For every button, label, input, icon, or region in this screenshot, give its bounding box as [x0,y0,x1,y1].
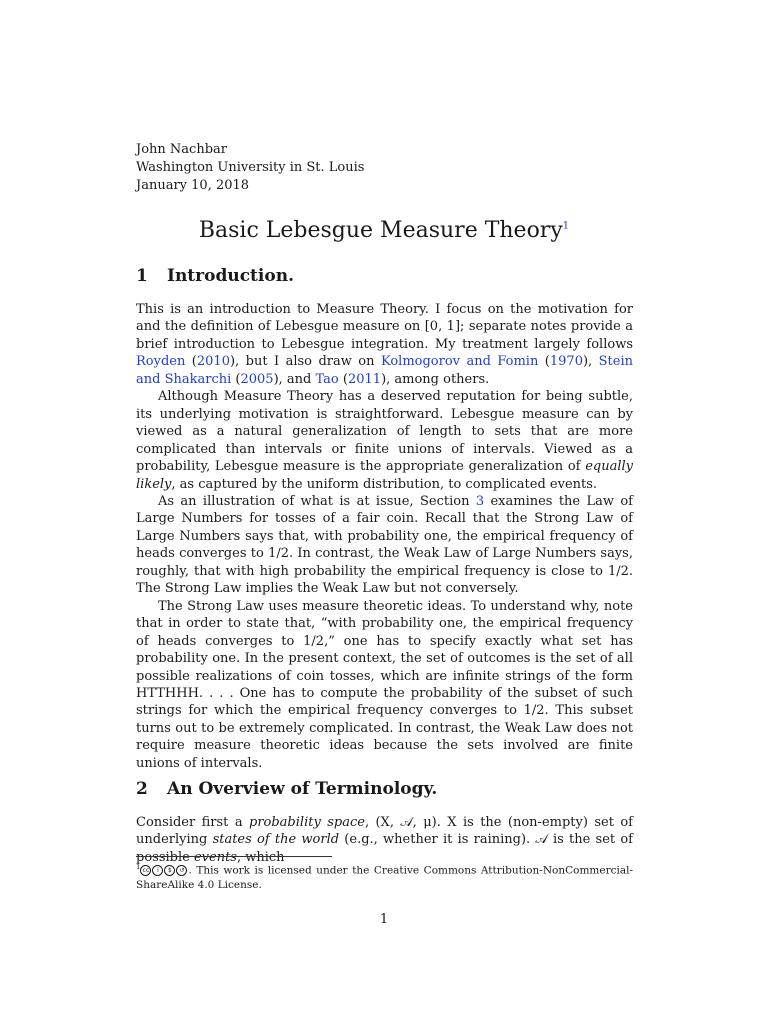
cc-nc-icon: $ [164,865,175,876]
text-run: Consider first a [136,815,249,830]
text-run: This is an introduction to Measure Theory. I focus on the motivation for and the definition of Lebesgue measure on [0, 1]; separate notes provide a brief introduction to Lebesgue integration. My treatment largely follows [136,302,633,352]
cc-sa-icon: ↺ [176,865,187,876]
author-name: John Nachbar [136,142,227,157]
section-number: 2 [136,779,148,799]
text-run: , as captured by the uniform distribution, to complicated events. [171,476,598,492]
intro-body [136,301,633,772]
section-title: An Overview of Terminology. [167,779,438,799]
author-date: January 10, 2018 [136,178,250,193]
text-run: examines the Law of Large Numbers for tosses of a fair coin. Recall that the Strong Law of Large Numbers says that, with probability one, the empirical frequency of heads converges to 1/2. In contrast, the Weak Law of Large Numbers says, roughly, that with high probability the empirical frequency is close to 1/2. The Strong Law implies the Weak Law but not conversely. [136,493,633,597]
section-1-heading [136,264,294,288]
section-2-heading [136,777,437,801]
text-run: As an illustration of what is at issue, Section [158,493,476,509]
text-run: ), among others. [381,371,490,387]
citation-kolmogorov[interactable]: Kolmogorov and Fomin [380,354,539,370]
citation-tao-year[interactable]: 2011 [347,371,382,387]
paper-title [0,216,768,246]
intro-paragraph-3 [136,493,633,598]
footnote-rule [136,856,332,857]
footnote-mark: 1 [136,863,141,871]
citation-kolmogorov-year[interactable]: 1970 [549,354,583,370]
page-number: 1 [379,912,389,927]
emphasis: equally likely [136,459,633,492]
text-run: , which [236,849,285,865]
text-run: ), but I also draw on [229,354,381,370]
footnote-text: . This work is licensed under the Creative Commons Attribution-NonCommercial-ShareAlike 4.0 License. [136,864,633,891]
author-affiliation: Washington University in St. Louis [136,160,365,175]
emphasis: states of the world [212,832,340,848]
terminology-paragraph-1 [136,814,633,866]
cc-icon: cc [140,865,151,876]
section-number: 1 [136,266,148,286]
citation-stein-year[interactable]: 2005 [240,371,274,387]
citation-tao[interactable]: Tao [315,371,339,387]
text-run: Although Measure Theory has a deserved reputation for being subtle, its underlying motivation is straightforward. Lebesgue measure can by viewed as a natural generalization of length to sets that are more complicated than intervals or finite unions of intervals. Viewed as a probability, Lebesgue measure is the appropriate generalization of [136,389,633,475]
text-run: (e.g., whether it is raining). 𝒜 is the set of possible [136,832,633,865]
terminology-body [136,814,633,866]
section-3-link[interactable]: 3 [475,493,485,509]
intro-paragraph-2 [136,388,633,493]
citation-royden-year[interactable]: 2010 [196,354,230,370]
author-block [136,141,364,195]
citation-stein[interactable]: Stein and Shakarchi [136,354,633,387]
cc-by-icon: i [152,865,163,876]
citation-royden[interactable]: Royden [136,354,186,370]
title-text: Basic Lebesgue Measure Theory [198,218,563,243]
intro-paragraph-4: The Strong Law uses measure theoretic ideas. To understand why, note that in order to state that, “with probability one, the empirical frequency of heads converges to 1/2,” one has to specify exactly what set has probability one. In the present context, the set of outcomes is the set of all possible realizations of coin tosses, which are infinite strings of the form HTTHHH. . . . One has to compute the probability of the subset of such strings for which the empirical frequency converges to 1/2. This subset turns out to be extremely complicated. In contrast, the Weak Law does not require measure theoretic ideas because the sets involved are finite unions of intervals. [136,598,633,771]
emphasis: probability space [249,815,365,830]
emphasis: events [193,849,237,865]
section-title: Introduction. [167,266,294,286]
title-footnote-link[interactable]: 1 [562,220,570,232]
intro-paragraph-1: This is an introduction to Measure Theory. I focus on the motivation for and the definition of Lebesgue measure on [0, 1]; separate notes provide a brief introduction to Lebesgue integration. My treatment largely follows Royden (2010), but I also draw on Kolmogorov and Fomin (1970), Stein and Shakarchi (2005), and Tao (2011), among others. [136,302,633,387]
footnote [136,860,633,893]
text-run: , (X, 𝒜, μ). X is the (non-empty) set of underlying [136,815,633,848]
